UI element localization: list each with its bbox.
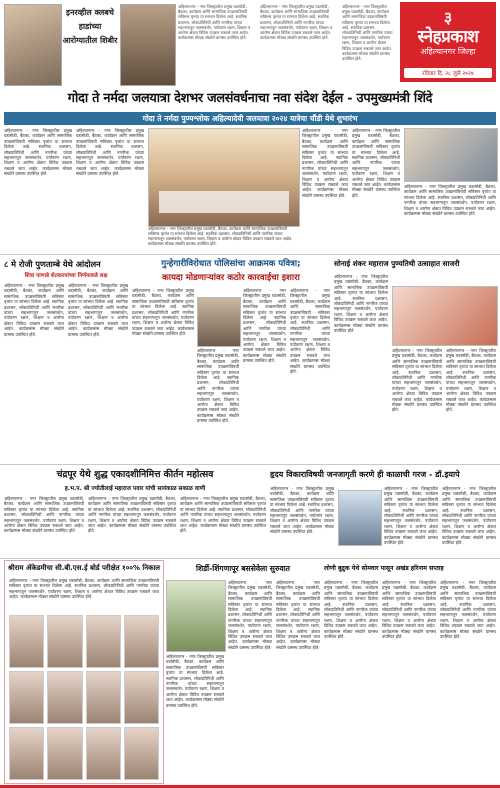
student-photo xyxy=(86,727,121,780)
story-protest-headline: ८ मे रोजी पुणताम्बे येथे आंदोलन xyxy=(4,259,101,269)
top-column-1: अहिल्यानगर - नगर जिल्ह्यातील प्रमुख घडामोडी, बैठका, कार्यक्रम आणि सामाजिक उपक्रमांविषयी सविस्तर वृत्तांत या स्तंभात दिलेला आहे. स्थानिक प्रशासन, लोकप्रतिनिधी आणि नागरिक यांच्या सहभागातून जलसंवर्धन, पर्यावरण रक्षण, शिक्षण व आरोग्य क्षेत्रात विविध उपक्रम राबवले जात आहेत. कार्यक्रमास मोठ्या संख्येने ग्रामस्थ उपस्थित होते. xyxy=(178,4,251,41)
story-police-headline: गुन्हेगारीविरोधात पोलिसांचा आक्रमक पवित्रा; xyxy=(161,259,301,269)
story-police-col-3: अहिल्यानगर - नगर जिल्ह्यातील प्रमुख घडामोडी, बैठका, कार्यक्रम आणि सामाजिक उपक्रमांविषयी सविस्तर वृत्तांत या स्तंभात दिलेला आहे. स्थानिक प्रशासन, लोकप्रतिनिधी आणि नागरिक यांच्या सहभागातून जलसंवर्धन, पर्यावरण रक्षण, शिक्षण व आरोग्य क्षेत्रात विविध उपक्रम राबवले जात आहेत. कार्यक्रमास मोठ्या संख्येने ग्रामस्थ उपस्थित होते. xyxy=(243,288,286,364)
story-bus-col-1: अहिल्यानगर - नगर जिल्ह्यातील प्रमुख घडामोडी, बैठका, कार्यक्रम आणि सामाजिक उपक्रमांविषयी सविस्तर वृत्तांत या स्तंभात दिलेला आहे. स्थानिक प्रशासन, लोकप्रतिनिधी आणि नागरिक यांच्या सहभागातून जलसंवर्धन, पर्यावरण रक्षण, शिक्षण व आरोग्य क्षेत्रात विविध उपक्रम राबवले जात आहेत. कार्यक्रमास मोठ्या संख्येने ग्रामस्थ उपस्थित होते. xyxy=(228,580,272,650)
main-subheadline: गोदा ते नर्मदा पुण्यश्लोक अहिल्यादेवी जलयात्रा २०२४ यात्रेचा चौंडी येथे शुभारंभ xyxy=(4,112,496,125)
story-police-col-1: अहिल्यानगर - नगर जिल्ह्यातील प्रमुख घडामोडी, बैठका, कार्यक्रम आणि सामाजिक उपक्रमांविषयी सविस्तर वृत्तांत या स्तंभात दिलेला आहे. स्थानिक प्रशासन, लोकप्रतिनिधी आणि नागरिक यांच्या सहभागातून जलसंवर्धन, पर्यावरण रक्षण, शिक्षण व आरोग्य क्षेत्रात विविध उपक्रम राबवले जात आहेत. कार्यक्रमास मोठ्या संख्येने ग्रामस्थ उपस्थित होते. xyxy=(132,288,194,337)
story-bus-col-3: अहिल्यानगर - नगर जिल्ह्यातील प्रमुख घडामोडी, बैठका, कार्यक्रम आणि सामाजिक उपक्रमांविषयी सविस्तर वृत्तांत या स्तंभात दिलेला आहे. स्थानिक प्रशासन, लोकप्रतिनिधी आणि नागरिक यांच्या सहभागातून जलसंवर्धन, पर्यावरण रक्षण, शिक्षण व आरोग्य क्षेत्रात विविध उपक्रम राबवले जात आहेत. कार्यक्रमास मोठ्या संख्येने ग्रामस्थ उपस्थित होते. xyxy=(166,654,224,708)
story-kirtan-col-1: अहिल्यानगर - नगर जिल्ह्यातील प्रमुख घडामोडी, बैठका, कार्यक्रम आणि सामाजिक उपक्रमांविषयी सविस्तर वृत्तांत या स्तंभात दिलेला आहे. स्थानिक प्रशासन, लोकप्रतिनिधी आणि नागरिक यांच्या सहभागातून जलसंवर्धन, पर्यावरण रक्षण, शिक्षण व आरोग्य क्षेत्रात विविध उपक्रम राबवले जात आहेत. कार्यक्रमास मोठ्या संख्येने ग्रामस्थ उपस्थित होते. xyxy=(4,496,84,534)
page-number: ३ xyxy=(443,8,453,27)
student-photo xyxy=(47,671,82,724)
top-left-photo xyxy=(4,4,62,86)
lead-photo xyxy=(148,128,300,227)
issue-date: रविवार दि. २८ जुलै २०२४ xyxy=(404,68,492,78)
story-protest-col-2: अहिल्यानगर - नगर जिल्ह्यातील प्रमुख घडामोडी, बैठका, कार्यक्रम आणि सामाजिक उपक्रमांविषयी सविस्तर वृत्तांत या स्तंभात दिलेला आहे. स्थानिक प्रशासन, लोकप्रतिनिधी आणि नागरिक यांच्या सहभागातून जलसंवर्धन, पर्यावरण रक्षण, शिक्षण व आरोग्य क्षेत्रात विविध उपक्रम राबवले जात आहेत. कार्यक्रमास मोठ्या संख्येने ग्रामस्थ उपस्थित होते. xyxy=(68,283,128,337)
story-saptah-col-2: अहिल्यानगर - नगर जिल्ह्यातील प्रमुख घडामोडी, बैठका, कार्यक्रम आणि सामाजिक उपक्रमांविषयी सविस्तर वृत्तांत या स्तंभात दिलेला आहे. स्थानिक प्रशासन, लोकप्रतिनिधी आणि नागरिक यांच्या सहभागातून जलसंवर्धन, पर्यावरण रक्षण, शिक्षण व आरोग्य क्षेत्रात विविध उपक्रम राबवले जात आहेत. कार्यक्रमास मोठ्या संख्येने ग्रामस्थ उपस्थित होते. xyxy=(382,580,436,640)
story-kirtan-subhead: ह.भ.प. श्री ज्योतीलाई महाराज पवार यांची सायंकाळ सकाळ वाणी xyxy=(64,486,206,492)
divider-2 xyxy=(0,464,500,465)
doctor-photo xyxy=(338,490,382,546)
story-police-subhead: कायदा मोडणाऱ्यांवर कठोर कारवाईचा इशारा xyxy=(162,273,300,283)
story-kirtan-col-2: अहिल्यानगर - नगर जिल्ह्यातील प्रमुख घडामोडी, बैठका, कार्यक्रम आणि सामाजिक उपक्रमांविषयी सविस्तर वृत्तांत या स्तंभात दिलेला आहे. स्थानिक प्रशासन, लोकप्रतिनिधी आणि नागरिक यांच्या सहभागातून जलसंवर्धन, पर्यावरण रक्षण, शिक्षण व आरोग्य क्षेत्रात विविध उपक्रम राबवले जात आहेत. कार्यक्रमास मोठ्या संख्येने ग्रामस्थ उपस्थित होते. xyxy=(88,496,176,534)
student-photo xyxy=(124,615,159,668)
masthead xyxy=(0,0,500,87)
story-saptah-headline: लोणी बुद्रुक येथे सोमवार पासून अखंड हरिनाम सप्ताह xyxy=(324,565,444,572)
top-column-3: अहिल्यानगर - नगर जिल्ह्यातील प्रमुख घडामोडी, बैठका, कार्यक्रम आणि सामाजिक उपक्रमांविषयी सविस्तर वृत्तांत या स्तंभात दिलेला आहे. स्थानिक प्रशासन, लोकप्रतिनिधी आणि नागरिक यांच्या सहभागातून जलसंवर्धन, पर्यावरण रक्षण, शिक्षण व आरोग्य क्षेत्रात विविध उपक्रम राबवले जात आहेत. कार्यक्रमास मोठ्या संख्येने ग्रामस्थ उपस्थित होते. xyxy=(342,4,393,62)
story-punyatithi-col-3: अहिल्यानगर - नगर जिल्ह्यातील प्रमुख घडामोडी, बैठका, कार्यक्रम आणि सामाजिक उपक्रमांविषयी सविस्तर वृत्तांत या स्तंभात दिलेला आहे. स्थानिक प्रशासन, लोकप्रतिनिधी आणि नागरिक यांच्या सहभागातून जलसंवर्धन, पर्यावरण रक्षण, शिक्षण व आरोग्य क्षेत्रात विविध उपक्रम राबवले जात आहेत. कार्यक्रमास मोठ्या संख्येने ग्रामस्थ उपस्थित होते. xyxy=(446,348,496,413)
story-punyatithi-col-1: अहिल्यानगर - नगर जिल्ह्यातील प्रमुख घडामोडी, बैठका, कार्यक्रम आणि सामाजिक उपक्रमांविषयी सविस्तर वृत्तांत या स्तंभात दिलेला आहे. स्थानिक प्रशासन, लोकप्रतिनिधी आणि नागरिक यांच्या सहभागातून जलसंवर्धन, पर्यावरण रक्षण, शिक्षण व आरोग्य क्षेत्रात विविध उपक्रम राबवले जात आहेत. कार्यक्रमास मोठ्या संख्येने ग्रामस्थ उपस्थित होते. xyxy=(334,274,388,334)
student-photo xyxy=(47,727,82,780)
lead-column-4: अहिल्यानगर - नगर जिल्ह्यातील प्रमुख घडामोडी, बैठका, कार्यक्रम आणि सामाजिक उपक्रमांविषयी सविस्तर वृत्तांत या स्तंभात दिलेला आहे. स्थानिक प्रशासन, लोकप्रतिनिधी आणि नागरिक यांच्या सहभागातून जलसंवर्धन, पर्यावरण रक्षण, शिक्षण व आरोग्य क्षेत्रात विविध उपक्रम राबवले जात आहेत. कार्यक्रमास मोठ्या संख्येने ग्रामस्थ उपस्थित होते. xyxy=(352,128,400,198)
school-result-box xyxy=(4,560,164,784)
student-photo xyxy=(9,727,44,780)
story-kirtan-col-3: अहिल्यानगर - नगर जिल्ह्यातील प्रमुख घडामोडी, बैठका, कार्यक्रम आणि सामाजिक उपक्रमांविषयी सविस्तर वृत्तांत या स्तंभात दिलेला आहे. स्थानिक प्रशासन, लोकप्रतिनिधी आणि नागरिक यांच्या सहभागातून जलसंवर्धन, पर्यावरण रक्षण, शिक्षण व आरोग्य क्षेत्रात विविध उपक्रम राबवले जात आहेत. कार्यक्रमास मोठ्या संख्येने ग्रामस्थ उपस्थित होते. xyxy=(180,496,266,534)
student-photo xyxy=(47,615,82,668)
newspaper-name: स्नेहप्रकाश xyxy=(417,27,479,47)
story-heart-col-3: अहिल्यानगर - नगर जिल्ह्यातील प्रमुख घडामोडी, बैठका, कार्यक्रम आणि सामाजिक उपक्रमांविषयी सविस्तर वृत्तांत या स्तंभात दिलेला आहे. स्थानिक प्रशासन, लोकप्रतिनिधी आणि नागरिक यांच्या सहभागातून जलसंवर्धन, पर्यावरण रक्षण, शिक्षण व आरोग्य क्षेत्रात विविध उपक्रम राबवले जात आहेत. कार्यक्रमास मोठ्या संख्येने ग्रामस्थ उपस्थित होते. xyxy=(442,486,496,546)
story-bus-headline: शिर्डी-शिंगणापूर बससेवेला सुरुवात xyxy=(195,564,290,573)
story-heart-col-1: अहिल्यानगर - नगर जिल्ह्यातील प्रमुख घडामोडी, बैठका, कार्यक्रम आणि सामाजिक उपक्रमांविषयी सविस्तर वृत्तांत या स्तंभात दिलेला आहे. स्थानिक प्रशासन, लोकप्रतिनिधी आणि नागरिक यांच्या सहभागातून जलसंवर्धन, पर्यावरण रक्षण, शिक्षण व आरोग्य क्षेत्रात विविध उपक्रम राबवले जात आहेत. कार्यक्रमास मोठ्या संख्येने ग्रामस्थ उपस्थित होते. xyxy=(270,486,334,535)
story-police-col-2: अहिल्यानगर - नगर जिल्ह्यातील प्रमुख घडामोडी, बैठका, कार्यक्रम आणि सामाजिक उपक्रमांविषयी सविस्तर वृत्तांत या स्तंभात दिलेला आहे. स्थानिक प्रशासन, लोकप्रतिनिधी आणि नागरिक यांच्या सहभागातून जलसंवर्धन, पर्यावरण रक्षण, शिक्षण व आरोग्य क्षेत्रात विविध उपक्रम राबवले जात आहेत. कार्यक्रमास मोठ्या संख्येने ग्रामस्थ उपस्थित होते. xyxy=(197,348,239,424)
school-result-headline: श्रीराम ॲकेडमीचा सी.बी.एस.ई बोर्ड परीक्षेत १००% निकाल xyxy=(7,564,161,572)
top-column-2: अहिल्यानगर - नगर जिल्ह्यातील प्रमुख घडामोडी, बैठका, कार्यक्रम आणि सामाजिक उपक्रमांविषयी सविस्तर वृत्तांत या स्तंभात दिलेला आहे. स्थानिक प्रशासन, लोकप्रतिनिधी आणि नागरिक यांच्या सहभागातून जलसंवर्धन, पर्यावरण रक्षण, शिक्षण व आरोग्य क्षेत्रात विविध उपक्रम राबवले जात आहेत. कार्यक्रमास मोठ्या संख्येने ग्रामस्थ उपस्थित होते. xyxy=(260,4,333,41)
story-protest-subhead: शिवा पाणाडे शेतकरयांच्या निर्णयाकडे लक्ष xyxy=(24,273,108,279)
camp-ad-text: इनरव्हील क्लबचे हाडांच्या आरोग्यातील शिबीर xyxy=(62,8,118,45)
brand-block xyxy=(400,2,496,82)
story-saptah-col-3: अहिल्यानगर - नगर जिल्ह्यातील प्रमुख घडामोडी, बैठका, कार्यक्रम आणि सामाजिक उपक्रमांविषयी सविस्तर वृत्तांत या स्तंभात दिलेला आहे. स्थानिक प्रशासन, लोकप्रतिनिधी आणि नागरिक यांच्या सहभागातून जलसंवर्धन, पर्यावरण रक्षण, शिक्षण व आरोग्य क्षेत्रात विविध उपक्रम राबवले जात आहेत. कार्यक्रमास मोठ्या संख्येने ग्रामस्थ उपस्थित होते. xyxy=(440,580,496,640)
story-punyatithi-headline: सोनाई शंकर महाराज पुण्यतिथी उत्साहात साजरी xyxy=(334,259,460,268)
school-result-text: अहिल्यानगर - नगर जिल्ह्यातील प्रमुख घडामोडी, बैठका, कार्यक्रम आणि सामाजिक उपक्रमांविषयी सविस्तर वृत्तांत या स्तंभात दिलेला आहे. स्थानिक प्रशासन, लोकप्रतिनिधी आणि नागरिक यांच्या सहभागातून जलसंवर्धन, पर्यावरण रक्षण, शिक्षण व आरोग्य क्षेत्रात विविध उपक्रम राबवले जात आहेत. कार्यक्रमास मोठ्या संख्येने ग्रामस्थ उपस्थित होते. xyxy=(9,578,159,600)
bus-photo xyxy=(166,580,226,652)
story-heart-col-2: अहिल्यानगर - नगर जिल्ह्यातील प्रमुख घडामोडी, बैठका, कार्यक्रम आणि सामाजिक उपक्रमांविषयी सविस्तर वृत्तांत या स्तंभात दिलेला आहे. स्थानिक प्रशासन, लोकप्रतिनिधी आणि नागरिक यांच्या सहभागातून जलसंवर्धन, पर्यावरण रक्षण, शिक्षण व आरोग्य क्षेत्रात विविध उपक्रम राबवले जात आहेत. कार्यक्रमास मोठ्या संख्येने ग्रामस्थ उपस्थित होते. xyxy=(384,486,438,546)
lead-photo-caption: अहिल्यानगर - नगर जिल्ह्यातील प्रमुख घडामोडी, बैठका, कार्यक्रम आणि सामाजिक उपक्रमांविषयी सविस्तर वृत्तांत या स्तंभात दिलेला आहे. स्थानिक प्रशासन, लोकप्रतिनिधी आणि नागरिक यांच्या सहभागातून जलसंवर्धन, पर्यावरण रक्षण, शिक्षण व आरोग्य क्षेत्रात विविध उपक्रम राबवले जात आहेत. कार्यक्रमास मोठ्या संख्येने ग्रामस्थ उपस्थित होते. xyxy=(148,226,293,246)
student-photo xyxy=(9,615,44,668)
story-punyatithi-col-2: अहिल्यानगर - नगर जिल्ह्यातील प्रमुख घडामोडी, बैठका, कार्यक्रम आणि सामाजिक उपक्रमांविषयी सविस्तर वृत्तांत या स्तंभात दिलेला आहे. स्थानिक प्रशासन, लोकप्रतिनिधी आणि नागरिक यांच्या सहभागातून जलसंवर्धन, पर्यावरण रक्षण, शिक्षण व आरोग्य क्षेत्रात विविध उपक्रम राबवले जात आहेत. कार्यक्रमास मोठ्या संख्येने ग्रामस्थ उपस्थित होते. xyxy=(392,348,442,413)
story-saptah-col-1: अहिल्यानगर - नगर जिल्ह्यातील प्रमुख घडामोडी, बैठका, कार्यक्रम आणि सामाजिक उपक्रमांविषयी सविस्तर वृत्तांत या स्तंभात दिलेला आहे. स्थानिक प्रशासन, लोकप्रतिनिधी आणि नागरिक यांच्या सहभागातून जलसंवर्धन, पर्यावरण रक्षण, शिक्षण व आरोग्य क्षेत्रात विविध उपक्रम राबवले जात आहेत. कार्यक्रमास मोठ्या संख्येने ग्रामस्थ उपस्थित होते. xyxy=(324,580,378,640)
story-kirtan-headline: चंद्रपूर येथे शुद्ध एकादशीनिमित्त कीर्तन महोत्सव xyxy=(56,469,214,480)
lead-side-photo xyxy=(404,128,498,182)
story-protest-col-1: अहिल्यानगर - नगर जिल्ह्यातील प्रमुख घडामोडी, बैठका, कार्यक्रम आणि सामाजिक उपक्रमांविषयी सविस्तर वृत्तांत या स्तंभात दिलेला आहे. स्थानिक प्रशासन, लोकप्रतिनिधी आणि नागरिक यांच्या सहभागातून जलसंवर्धन, पर्यावरण रक्षण, शिक्षण व आरोग्य क्षेत्रात विविध उपक्रम राबवले जात आहेत. कार्यक्रमास मोठ्या संख्येने ग्रामस्थ उपस्थित होते. xyxy=(4,283,64,337)
lead-column-3: अहिल्यानगर - नगर जिल्ह्यातील प्रमुख घडामोडी, बैठका, कार्यक्रम आणि सामाजिक उपक्रमांविषयी सविस्तर वृत्तांत या स्तंभात दिलेला आहे. स्थानिक प्रशासन, लोकप्रतिनिधी आणि नागरिक यांच्या सहभागातून जलसंवर्धन, पर्यावरण रक्षण, शिक्षण व आरोग्य क्षेत्रात विविध उपक्रम राबवले जात आहेत. कार्यक्रमास मोठ्या संख्येने ग्रामस्थ उपस्थित होते. xyxy=(302,128,348,198)
punyatithi-photo xyxy=(392,286,498,346)
story-police-col-4: अहिल्यानगर - नगर जिल्ह्यातील प्रमुख घडामोडी, बैठका, कार्यक्रम आणि सामाजिक उपक्रमांविषयी सविस्तर वृत्तांत या स्तंभात दिलेला आहे. स्थानिक प्रशासन, लोकप्रतिनिधी आणि नागरिक यांच्या सहभागातून जलसंवर्धन, पर्यावरण रक्षण, शिक्षण व आरोग्य क्षेत्रात विविध उपक्रम राबवले जात आहेत. कार्यक्रमास मोठ्या संख्येने ग्रामस्थ उपस्थित होते. xyxy=(290,288,330,375)
lead-column-2: अहिल्यानगर - नगर जिल्ह्यातील प्रमुख घडामोडी, बैठका, कार्यक्रम आणि सामाजिक उपक्रमांविषयी सविस्तर वृत्तांत या स्तंभात दिलेला आहे. स्थानिक प्रशासन, लोकप्रतिनिधी आणि नागरिक यांच्या सहभागातून जलसंवर्धन, पर्यावरण रक्षण, शिक्षण व आरोग्य क्षेत्रात विविध उपक्रम राबवले जात आहेत. कार्यक्रमास मोठ्या संख्येने ग्रामस्थ उपस्थित होते. xyxy=(76,128,144,177)
story-heart-headline: हृदय विकाराविषयी जनजागृती करणे ही काळाची गरज - डॉ.इयापे xyxy=(270,470,460,479)
main-headline: गोदा ते नर्मदा जलयात्रा देशभर जलसंवर्धनाचा नवा संदेश देईल - उपमुख्यमंत्री शिंदे xyxy=(67,91,433,106)
lead-column-1: अहिल्यानगर - नगर जिल्ह्यातील प्रमुख घडामोडी, बैठका, कार्यक्रम आणि सामाजिक उपक्रमांविषयी सविस्तर वृत्तांत या स्तंभात दिलेला आहे. स्थानिक प्रशासन, लोकप्रतिनिधी आणि नागरिक यांच्या सहभागातून जलसंवर्धन, पर्यावरण रक्षण, शिक्षण व आरोग्य क्षेत्रात विविध उपक्रम राबवले जात आहेत. कार्यक्रमास मोठ्या संख्येने ग्रामस्थ उपस्थित होते. xyxy=(4,128,72,177)
camp-ad-photo xyxy=(120,4,176,86)
student-photo xyxy=(124,671,159,724)
officer-photo xyxy=(197,297,241,347)
edition-name: अहिल्यानगर जिल्हा xyxy=(420,47,476,56)
divider-3 xyxy=(0,558,500,559)
student-photo-grid xyxy=(9,615,159,780)
story-bus-col-2: अहिल्यानगर - नगर जिल्ह्यातील प्रमुख घडामोडी, बैठका, कार्यक्रम आणि सामाजिक उपक्रमांविषयी सविस्तर वृत्तांत या स्तंभात दिलेला आहे. स्थानिक प्रशासन, लोकप्रतिनिधी आणि नागरिक यांच्या सहभागातून जलसंवर्धन, पर्यावरण रक्षण, शिक्षण व आरोग्य क्षेत्रात विविध उपक्रम राबवले जात आहेत. कार्यक्रमास मोठ्या संख्येने ग्रामस्थ उपस्थित होते. xyxy=(276,580,320,650)
lead-column-5: अहिल्यानगर - नगर जिल्ह्यातील प्रमुख घडामोडी, बैठका, कार्यक्रम आणि सामाजिक उपक्रमांविषयी सविस्तर वृत्तांत या स्तंभात दिलेला आहे. स्थानिक प्रशासन, लोकप्रतिनिधी आणि नागरिक यांच्या सहभागातून जलसंवर्धन, पर्यावरण रक्षण, शिक्षण व आरोग्य क्षेत्रात विविध उपक्रम राबवले जात आहेत. कार्यक्रमास मोठ्या संख्येने ग्रामस्थ उपस्थित होते. xyxy=(404,184,496,217)
student-photo xyxy=(86,615,121,668)
divider-1 xyxy=(0,254,500,255)
student-photo xyxy=(86,671,121,724)
student-photo xyxy=(124,727,159,780)
student-photo xyxy=(9,671,44,724)
